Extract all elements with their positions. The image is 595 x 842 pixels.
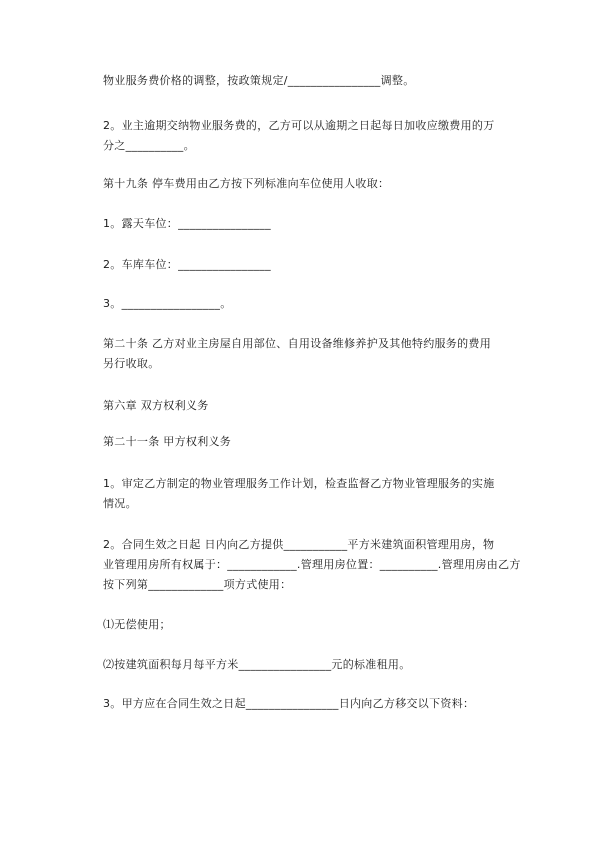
text-line: 另行收取。 [103, 357, 160, 370]
text-line: ⑴无偿使用； [103, 618, 171, 631]
text-line: 业管理用房所有权属于：____________.管理用房位置：__________.管理用房由乙方 [103, 558, 521, 571]
paragraph-management-premises [103, 535, 523, 595]
text-line: ⑵按建筑面积每月每平方米________________元的标准租用。 [103, 658, 411, 671]
text-line: 第二十条 乙方对业主房屋自用部位、自用设备维修养护及其他特约服务的费用 [103, 337, 491, 350]
text-line: 第十九条 停车费用由乙方按下列标准向车位使用人收取： [103, 177, 390, 190]
paragraph-document-handover [103, 694, 523, 714]
paragraph-review-plan [103, 474, 523, 514]
list-item-other-parking [103, 294, 523, 314]
text-line: 1。露天车位：________________ [103, 217, 271, 230]
text-line: 情况。 [103, 497, 137, 510]
text-line: 2。车库车位：________________ [103, 258, 271, 271]
text-line: 2。合同生效之日起 日内向乙方提供___________平方米建筑面积管理用房，物 [103, 538, 495, 551]
article-19-heading [103, 174, 523, 194]
text-line: 1。审定乙方制定的物业管理服务工作计划，检查监督乙方物业管理服务的实施 [103, 477, 495, 490]
text-line: 第二十一条 甲方权利义务 [103, 435, 232, 448]
list-item-outdoor-parking [103, 214, 523, 234]
article-20-paragraph [103, 334, 523, 374]
text-line: 第六章 双方权利义务 [103, 399, 209, 412]
list-item-rental [103, 655, 523, 675]
chapter-6-heading [103, 396, 523, 416]
text-line: 物业服务费价格的调整，按政策规定/________________调整。 [103, 74, 415, 87]
list-item-garage-parking [103, 255, 523, 275]
text-line: 2。业主逾期交纳物业服务费的，乙方可以从逾期之日起每日加收应缴费用的万 [103, 119, 495, 132]
paragraph-late-payment [103, 116, 523, 156]
paragraph-fee-adjustment [103, 71, 523, 91]
text-line: 3。_________________。 [103, 297, 232, 310]
text-line: 分之__________。 [103, 139, 195, 152]
text-line: 3。甲方应在合同生效之日起________________日内向乙方移交以下资料： [103, 697, 475, 710]
article-21-heading [103, 432, 523, 452]
text-line: 按下列第_____________项方式使用： [103, 578, 292, 591]
list-item-free-use [103, 615, 523, 635]
